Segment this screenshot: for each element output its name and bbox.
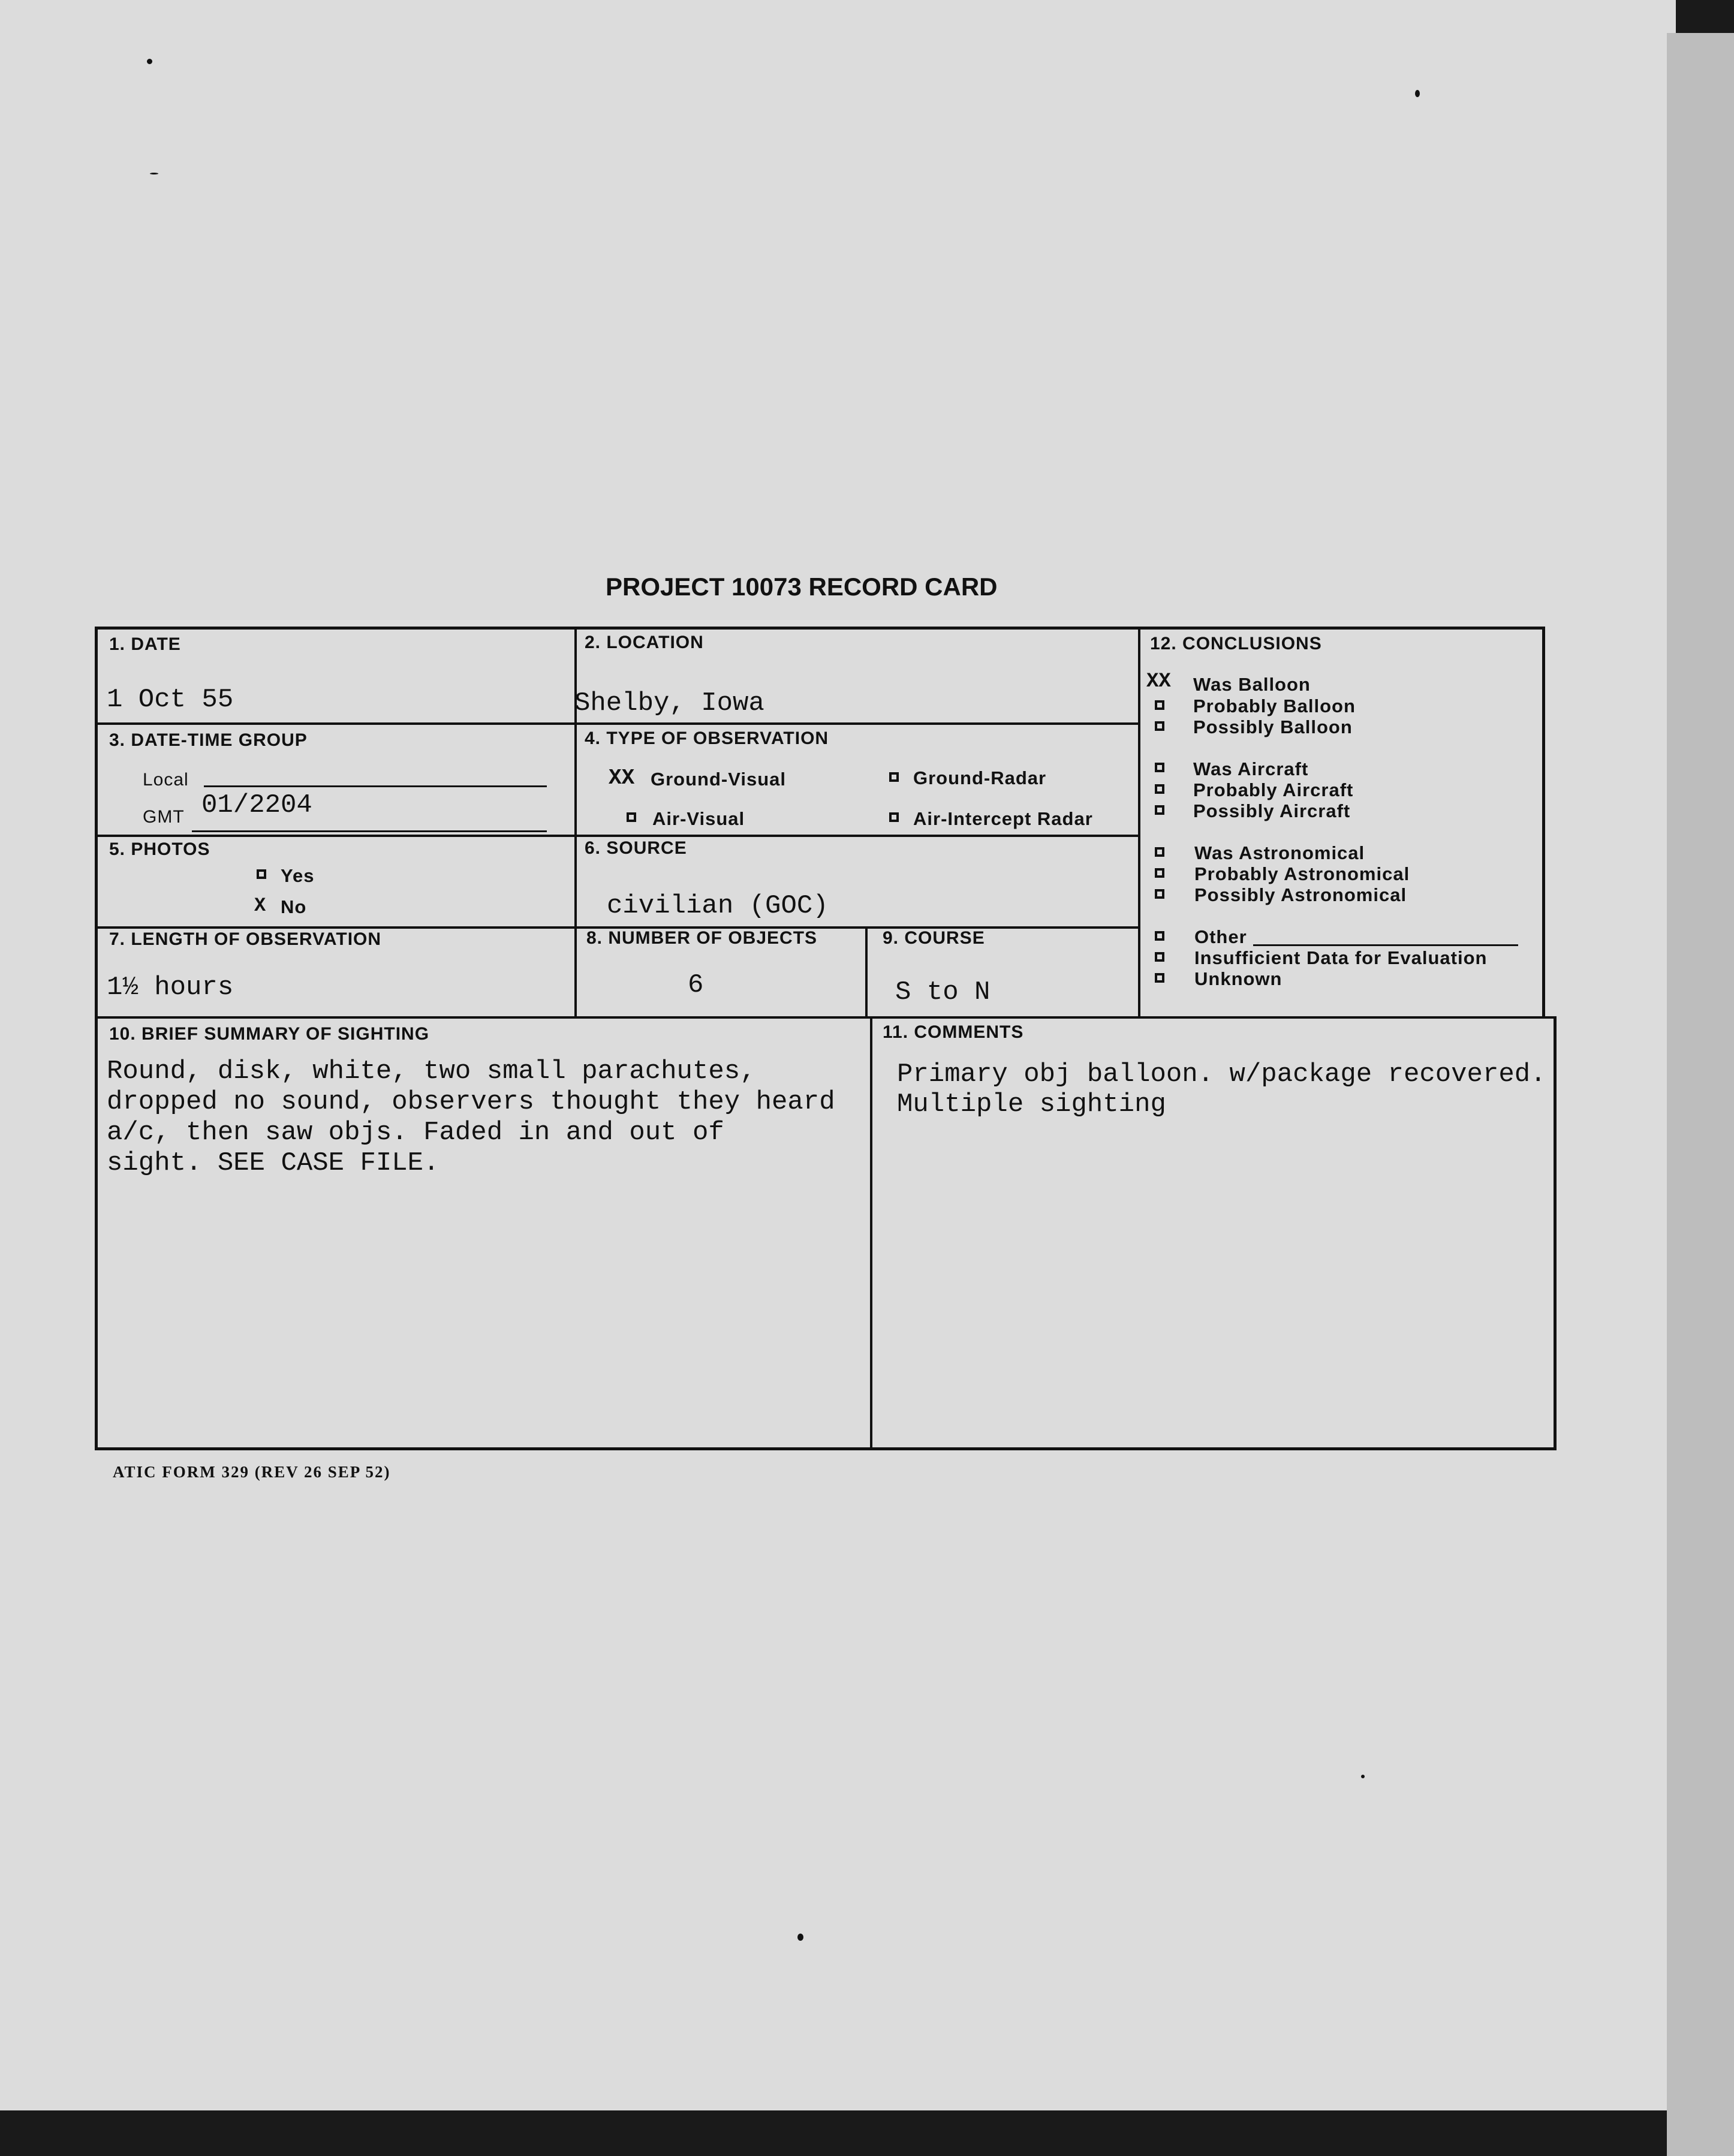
local-underline — [204, 785, 547, 787]
summary-line: Round, disk, white, two small parachutes, — [107, 1056, 756, 1086]
conclusion-checkbox — [1155, 784, 1164, 794]
form-title: PROJECT 10073 RECORD CARD — [606, 573, 998, 601]
conclusion-checkbox — [1155, 973, 1164, 983]
gmt-label: GMT — [143, 807, 185, 827]
air-intercept-radar-checkbox — [889, 812, 899, 822]
conclusion-possibly-astronomical: Possibly Astronomical — [1194, 884, 1407, 905]
card-border-right — [1542, 627, 1545, 1016]
conclusion-checkbox — [1155, 952, 1164, 962]
card-border-right-lower — [1554, 1016, 1557, 1450]
ground-radar-option: Ground-Radar — [913, 767, 1047, 788]
conclusion-checkbox — [1155, 847, 1164, 857]
card-border-bottom — [95, 1447, 1557, 1450]
location-value: Shelby, Iowa — [574, 688, 764, 718]
conclusion-checkbox — [1155, 721, 1164, 731]
air-visual-option: Air-Visual — [652, 808, 745, 829]
divider-row-4 — [95, 1016, 1557, 1019]
divider-col-1 — [574, 627, 577, 1016]
conclusion-possibly-balloon: Possibly Balloon — [1193, 716, 1353, 737]
conclusion-probably-balloon: Probably Balloon — [1193, 695, 1356, 716]
date-value: 1 Oct 55 — [107, 685, 234, 715]
conclusion-was-aircraft: Was Aircraft — [1193, 758, 1309, 779]
source-label: 6. SOURCE — [585, 838, 687, 858]
date-label: 1. DATE — [109, 634, 181, 654]
was-balloon-mark: XX — [1146, 670, 1171, 693]
photos-label: 5. PHOTOS — [109, 839, 210, 859]
card-border-top — [95, 627, 1543, 630]
conclusion-checkbox — [1155, 805, 1164, 815]
other-underline — [1253, 944, 1518, 946]
summary-label: 10. BRIEF SUMMARY OF SIGHTING — [109, 1024, 430, 1044]
divider-row-2 — [95, 835, 1139, 837]
number-of-objects-label: 8. NUMBER OF OBJECTS — [586, 928, 818, 948]
photos-yes-checkbox — [257, 869, 266, 879]
type-of-observation-label: 4. TYPE OF OBSERVATION — [585, 728, 829, 748]
conclusion-checkbox — [1155, 931, 1164, 941]
comments-line: Multiple sighting — [897, 1089, 1166, 1119]
conclusion-checkbox — [1155, 868, 1164, 878]
location-label: 2. LOCATION — [585, 633, 704, 652]
divider-row-1 — [95, 722, 1139, 725]
conclusion-probably-aircraft: Probably Aircraft — [1193, 779, 1354, 800]
photos-no-mark: X — [254, 895, 266, 917]
ground-visual-option: Ground-Visual — [651, 769, 787, 790]
date-time-group-label: 3. DATE-TIME GROUP — [109, 730, 308, 750]
number-of-objects-value: 6 — [688, 970, 704, 1000]
divider-col-9 — [865, 928, 868, 1016]
conclusion-insufficient-data: Insufficient Data for Evaluation — [1194, 947, 1488, 968]
gmt-underline — [192, 830, 547, 832]
air-intercept-radar-option: Air-Intercept Radar — [913, 808, 1093, 829]
conclusion-other: Other — [1194, 926, 1247, 947]
comments-label: 11. COMMENTS — [883, 1022, 1024, 1042]
conclusion-checkbox — [1155, 889, 1164, 899]
conclusion-was-astronomical: Was Astronomical — [1194, 842, 1365, 863]
conclusion-checkbox — [1155, 763, 1164, 772]
conclusion-was-balloon: Was Balloon — [1193, 674, 1311, 695]
summary-line: a/c, then saw objs. Faded in and out of — [107, 1118, 724, 1148]
divider-col-2 — [1138, 627, 1140, 1016]
gmt-value: 01/2204 — [201, 790, 312, 820]
source-value: civilian (GOC) — [607, 891, 829, 921]
length-of-observation-value: 1½ hours — [107, 972, 234, 1002]
comments-line: Primary obj balloon. w/package recovered. — [897, 1059, 1546, 1089]
photos-yes-option: Yes — [281, 865, 315, 886]
card-border-left — [95, 627, 98, 1450]
length-of-observation-label: 7. LENGTH OF OBSERVATION — [109, 929, 382, 949]
ground-radar-checkbox — [889, 772, 899, 782]
conclusions-label: 12. CONCLUSIONS — [1150, 634, 1322, 654]
summary-line: dropped no sound, observers thought they heard — [107, 1087, 835, 1117]
photos-no-option: No — [281, 896, 307, 917]
divider-col-11 — [870, 1016, 872, 1450]
conclusion-checkbox — [1155, 700, 1164, 710]
conclusion-possibly-aircraft: Possibly Aircraft — [1193, 800, 1351, 821]
form-footer: ATIC FORM 329 (REV 26 SEP 52) — [113, 1463, 391, 1481]
course-value: S to N — [895, 977, 991, 1007]
ground-visual-mark: XX — [609, 766, 635, 790]
course-label: 9. COURSE — [883, 928, 985, 948]
conclusion-unknown: Unknown — [1194, 968, 1283, 989]
air-visual-checkbox — [627, 812, 636, 822]
local-label: Local — [143, 770, 189, 790]
summary-line: sight. SEE CASE FILE. — [107, 1148, 439, 1178]
conclusion-probably-astronomical: Probably Astronomical — [1194, 863, 1410, 884]
